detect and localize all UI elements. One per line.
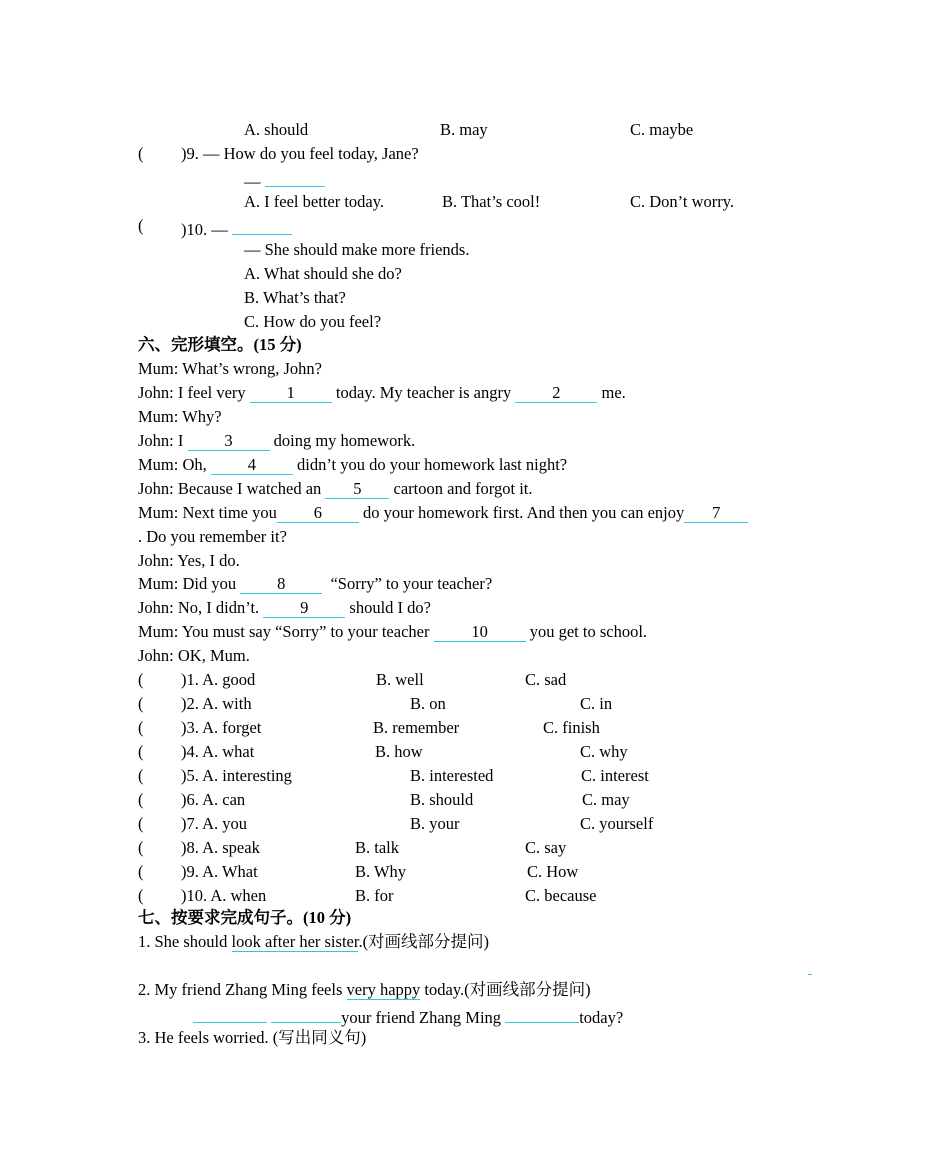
cloze-item-option-c: C. finish bbox=[543, 718, 600, 737]
q9-answer-line bbox=[244, 168, 325, 191]
dialogue-text: should I do? bbox=[349, 598, 431, 617]
cloze-item-paren: ( bbox=[138, 790, 144, 809]
cloze-blank-3[interactable]: 3 bbox=[188, 432, 270, 451]
q10-number: )10. bbox=[181, 220, 208, 239]
dialogue-text: Mum: Oh, bbox=[138, 455, 207, 474]
dialogue-text: doing my homework. bbox=[273, 431, 416, 450]
cloze-item-option-b: B. remember bbox=[373, 718, 460, 737]
cloze-item-option-c: C. How bbox=[527, 862, 579, 881]
q9-line bbox=[181, 144, 419, 164]
q10-reply: — She should make more friends. bbox=[244, 240, 470, 259]
dialogue-text: John: I feel very bbox=[138, 383, 246, 402]
dialogue-line-8: . Do you remember it? bbox=[138, 527, 287, 546]
cloze-item-option-c: C. interest bbox=[581, 766, 649, 785]
cloze-item-option-b: B. well bbox=[376, 670, 424, 689]
q8-option-a: A. should bbox=[244, 120, 309, 139]
cloze-blank-7[interactable]: 7 bbox=[684, 504, 748, 523]
cloze-item-option-b: B. Why bbox=[355, 862, 407, 881]
cloze-item-option-a: )4. A. what bbox=[181, 742, 255, 761]
dialogue-line-13: John: OK, Mum. bbox=[138, 646, 250, 665]
cloze-item-option-a: )3. A. forget bbox=[181, 718, 262, 737]
cloze-blank-6[interactable]: 6 bbox=[277, 504, 359, 523]
cloze-item-option-b: B. talk bbox=[355, 838, 399, 857]
cloze-item-option-c: C. because bbox=[525, 886, 597, 905]
q9-dash: — bbox=[244, 172, 261, 191]
s7-q2-text: 2. My friend Zhang Ming feels bbox=[138, 980, 347, 999]
s7-q2-answer-end: today? bbox=[579, 1008, 624, 1027]
cloze-blank-4[interactable]: 4 bbox=[211, 456, 293, 475]
q10-dash: — bbox=[211, 220, 228, 239]
dialogue-text: Mum: You must say “Sorry” to your teacher bbox=[138, 622, 430, 641]
s7-q2-answer-text: your friend Zhang Ming bbox=[341, 1008, 502, 1027]
s7-q2-blank-2[interactable] bbox=[271, 1004, 341, 1023]
dialogue-line-12 bbox=[138, 622, 647, 642]
q9-option-a: A. I feel better today. bbox=[244, 192, 385, 211]
dialogue-text: John: I bbox=[138, 431, 184, 450]
cloze-item-option-a: )7. A. you bbox=[181, 814, 247, 833]
dialogue-line-2 bbox=[138, 383, 626, 403]
cloze-item-option-b: B. interested bbox=[410, 766, 494, 785]
dialogue-text: today. My teacher is angry bbox=[335, 383, 512, 402]
q9-option-c: C. Don’t worry. bbox=[630, 192, 735, 211]
cloze-item-option-c: C. say bbox=[525, 838, 567, 857]
cloze-item-option-c: C. may bbox=[582, 790, 630, 809]
cloze-item-paren: ( bbox=[138, 886, 144, 905]
dialogue-text: me. bbox=[601, 383, 626, 402]
cloze-item-option-b: B. on bbox=[410, 694, 446, 713]
s7-q2-blank-1[interactable] bbox=[193, 1004, 267, 1023]
dialogue-line-11 bbox=[138, 598, 431, 618]
q9-number: )9. bbox=[181, 144, 199, 163]
cloze-item-paren: ( bbox=[138, 838, 144, 857]
q9-question: — How do you feel today, Jane? bbox=[203, 144, 419, 163]
cloze-item-paren: ( bbox=[138, 694, 144, 713]
cloze-item-option-a: )9. A. What bbox=[181, 862, 258, 881]
cloze-item-paren: ( bbox=[138, 862, 144, 881]
dialogue-text: didn’t you do your homework last night? bbox=[297, 455, 568, 474]
cloze-blank-9[interactable]: 9 bbox=[263, 599, 345, 618]
s7-q2-answer-line bbox=[193, 1004, 624, 1027]
cloze-blank-2[interactable]: 2 bbox=[515, 384, 597, 403]
q9-paren: ( bbox=[138, 144, 144, 163]
cloze-item-option-c: C. yourself bbox=[580, 814, 654, 833]
s7-q1-underlined: look after her sister bbox=[231, 932, 359, 951]
section7-title: 七、按要求完成句子。(10 分) bbox=[138, 908, 352, 927]
s7-q1-text: 1. She should bbox=[138, 932, 232, 951]
dialogue-text: Mum: Did you bbox=[138, 574, 237, 593]
s7-q2-underlined: very happy bbox=[346, 980, 421, 999]
dialogue-text: John: No, I didn’t. bbox=[138, 598, 260, 617]
dialogue-text: “Sorry” to your teacher? bbox=[330, 574, 493, 593]
cloze-blank-8[interactable]: 8 bbox=[240, 575, 322, 594]
dialogue-text: John: Because I watched an bbox=[138, 479, 322, 498]
q10-blank[interactable] bbox=[232, 216, 292, 235]
q10-option-b: B. What’s that? bbox=[244, 288, 346, 307]
cloze-item-paren: ( bbox=[138, 766, 144, 785]
dialogue-text: do your homework first. And then you can enjoy bbox=[363, 503, 685, 522]
dialogue-line-6 bbox=[138, 479, 533, 499]
cloze-item-option-b: B. for bbox=[355, 886, 394, 905]
cloze-item-option-a: )10. A. when bbox=[181, 886, 267, 905]
s7-q1-instruction: .(对画线部分提问) bbox=[358, 932, 490, 951]
dialogue-line-5 bbox=[138, 455, 567, 475]
cloze-blank-10[interactable]: 10 bbox=[434, 623, 526, 642]
q8-option-c: C. maybe bbox=[630, 120, 694, 139]
q10-option-a: A. What should she do? bbox=[244, 264, 402, 283]
dialogue-line-1: Mum: What’s wrong, John? bbox=[138, 359, 322, 378]
dialogue-text: cartoon and forgot it. bbox=[393, 479, 533, 498]
section6-title: 六、完形填空。(15 分) bbox=[138, 335, 302, 354]
dialogue-text: Mum: Next time you bbox=[138, 503, 277, 522]
q9-option-b: B. That’s cool! bbox=[442, 192, 541, 211]
s7-question-2 bbox=[138, 980, 591, 1000]
stray-mark bbox=[808, 974, 812, 975]
dialogue-line-7 bbox=[138, 503, 748, 523]
cloze-item-option-c: C. sad bbox=[525, 670, 567, 689]
cloze-item-option-c: C. why bbox=[580, 742, 628, 761]
dialogue-text: you get to school. bbox=[529, 622, 648, 641]
cloze-item-paren: ( bbox=[138, 670, 144, 689]
cloze-item-option-a: )2. A. with bbox=[181, 694, 252, 713]
cloze-item-option-a: )5. A. interesting bbox=[181, 766, 292, 785]
cloze-item-option-a: )6. A. can bbox=[181, 790, 246, 809]
cloze-item-option-b: B. how bbox=[375, 742, 423, 761]
s7-q2-blank-3[interactable] bbox=[505, 1004, 579, 1023]
q8-option-b: B. may bbox=[440, 120, 488, 139]
cloze-item-option-b: B. should bbox=[410, 790, 474, 809]
dialogue-line-3: Mum: Why? bbox=[138, 407, 222, 426]
cloze-item-option-b: B. your bbox=[410, 814, 460, 833]
s7-question-1 bbox=[138, 932, 489, 952]
cloze-item-option-a: )1. A. good bbox=[181, 670, 256, 689]
dialogue-line-9: John: Yes, I do. bbox=[138, 551, 240, 570]
cloze-item-paren: ( bbox=[138, 718, 144, 737]
q9-blank[interactable] bbox=[265, 168, 325, 187]
s7-q2-instruction: today.(对画线部分提问) bbox=[420, 980, 591, 999]
cloze-blank-1[interactable]: 1 bbox=[250, 384, 332, 403]
q10-line bbox=[181, 216, 292, 239]
cloze-item-option-a: )8. A. speak bbox=[181, 838, 260, 857]
dialogue-line-4 bbox=[138, 431, 415, 451]
cloze-item-paren: ( bbox=[138, 814, 144, 833]
cloze-item-option-c: C. in bbox=[580, 694, 613, 713]
cloze-blank-5[interactable]: 5 bbox=[325, 480, 389, 499]
q10-paren: ( bbox=[138, 216, 144, 235]
dialogue-line-10 bbox=[138, 574, 492, 594]
s7-question-3: 3. He feels worried. (写出同义句) bbox=[138, 1028, 367, 1047]
q10-option-c: C. How do you feel? bbox=[244, 312, 382, 331]
cloze-item-paren: ( bbox=[138, 742, 144, 761]
